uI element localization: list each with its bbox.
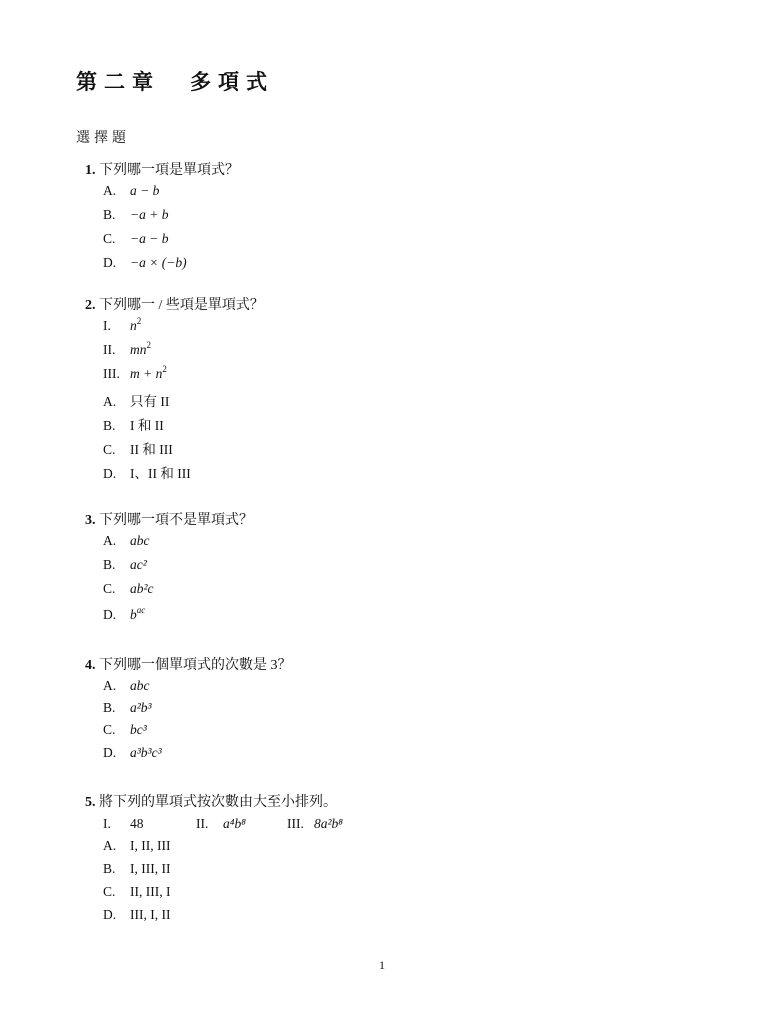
option-value: I, III, II: [130, 861, 171, 876]
option-label: B.: [103, 700, 116, 715]
option-value: I 和 II: [130, 418, 164, 433]
option-value: a − b: [130, 183, 160, 198]
chapter-label: 第二章: [76, 70, 160, 94]
option-b: [103, 700, 152, 716]
option-label: B.: [103, 861, 116, 876]
option-label: B.: [103, 207, 116, 222]
statement-label: I.: [103, 318, 111, 333]
option-value: −a + b: [130, 207, 169, 222]
option-label: C.: [103, 722, 116, 737]
option-a: [103, 678, 150, 694]
option-value: 只有 II: [130, 394, 170, 409]
statement-base: m + n: [130, 366, 163, 381]
option-value: I, II, III: [130, 838, 171, 853]
option-label: D.: [103, 607, 117, 622]
option-d: [103, 607, 145, 623]
option-label: B.: [103, 557, 116, 572]
option-c: [103, 231, 168, 247]
statement-label: I.: [103, 816, 111, 831]
option-label: D.: [103, 466, 117, 481]
statement-value: 48: [130, 816, 144, 831]
option-d: [103, 907, 170, 923]
question-number: 4.: [85, 658, 96, 673]
statement-value: a⁴b⁸: [223, 816, 246, 831]
option-b: [103, 861, 170, 877]
exponent: ac: [136, 605, 146, 615]
question-text: 下列哪一個單項式的次數是 3？: [99, 658, 292, 673]
statement-label: II.: [103, 342, 116, 357]
question-number: 5.: [85, 795, 96, 810]
statement-exponent: 2: [136, 316, 142, 326]
option-label: A.: [103, 678, 117, 693]
option-value: −a × (−b): [130, 255, 187, 270]
statement-exponent: 2: [162, 364, 167, 374]
option-value: abc: [130, 533, 150, 548]
option-c: [103, 581, 154, 597]
option-value: abc: [130, 678, 150, 693]
option-a: [103, 183, 159, 199]
option-value: −a − b: [130, 231, 169, 246]
option-c: [103, 884, 170, 900]
statement-i: [103, 318, 141, 334]
option-label: A.: [103, 183, 117, 198]
option-value: I、II 和 III: [130, 466, 191, 481]
question-text: 下列哪一 / 些項是單項式？: [99, 298, 264, 313]
question-2: [85, 294, 264, 314]
option-d: [103, 745, 162, 761]
statement-i: [103, 816, 144, 832]
option-a: [103, 533, 150, 549]
option-d: [103, 255, 187, 271]
option-label: A.: [103, 394, 117, 409]
statement-value: 8a²b⁸: [314, 816, 343, 831]
question-number: 3.: [85, 513, 96, 528]
question-5: [85, 791, 337, 811]
statement-label: III.: [103, 366, 120, 381]
option-label: C.: [103, 581, 116, 596]
option-value: ac²: [130, 557, 147, 572]
statement-label: II.: [196, 816, 209, 831]
option-c: [103, 722, 147, 738]
option-value: bc³: [130, 722, 147, 737]
statement-ii: [103, 342, 151, 358]
option-a: [103, 838, 170, 854]
statement-iii: [287, 816, 343, 832]
option-label: C.: [103, 884, 116, 899]
option-b: [103, 557, 147, 573]
statement-exponent: 2: [146, 340, 151, 350]
option-d: [103, 462, 191, 482]
section-heading: 選擇題: [76, 131, 130, 146]
option-b: [103, 414, 164, 434]
page-number: 1: [379, 958, 385, 972]
statement-base: n: [130, 318, 137, 333]
question-number: 2.: [85, 298, 96, 313]
option-value: $b^{ac}$: [130, 605, 146, 622]
statement-label: III.: [287, 816, 304, 831]
option-label: D.: [103, 255, 117, 270]
option-value: ab²c: [130, 581, 154, 596]
option-value: a³b³c³: [130, 745, 162, 760]
option-c: [103, 438, 173, 458]
question-text: 下列哪一項不是單項式？: [99, 513, 253, 528]
statement-ii: [196, 816, 246, 832]
question-3: [85, 509, 253, 529]
statement-iii: [103, 366, 167, 382]
option-value: II, III, I: [130, 884, 171, 899]
option-a: [103, 390, 169, 410]
option-label: A.: [103, 533, 117, 548]
question-4: [85, 654, 292, 674]
option-label: A.: [103, 838, 117, 853]
option-label: D.: [103, 745, 117, 760]
option-label: C.: [103, 231, 116, 246]
question-text: 下列哪一項是單項式？: [99, 163, 239, 178]
option-label: B.: [103, 418, 116, 433]
option-value: II 和 III: [130, 442, 173, 457]
question-number: 1.: [85, 163, 96, 178]
option-value: III, I, II: [130, 907, 171, 922]
question-text: 將下列的單項式按次數由大至小排列。: [99, 795, 337, 810]
option-label: C.: [103, 442, 116, 457]
option-b: [103, 207, 168, 223]
chapter-topic: 多項式: [190, 70, 274, 94]
statement-base: mn: [130, 342, 147, 357]
option-label: D.: [103, 907, 117, 922]
question-1: [85, 159, 239, 179]
option-value: a²b³: [130, 700, 152, 715]
